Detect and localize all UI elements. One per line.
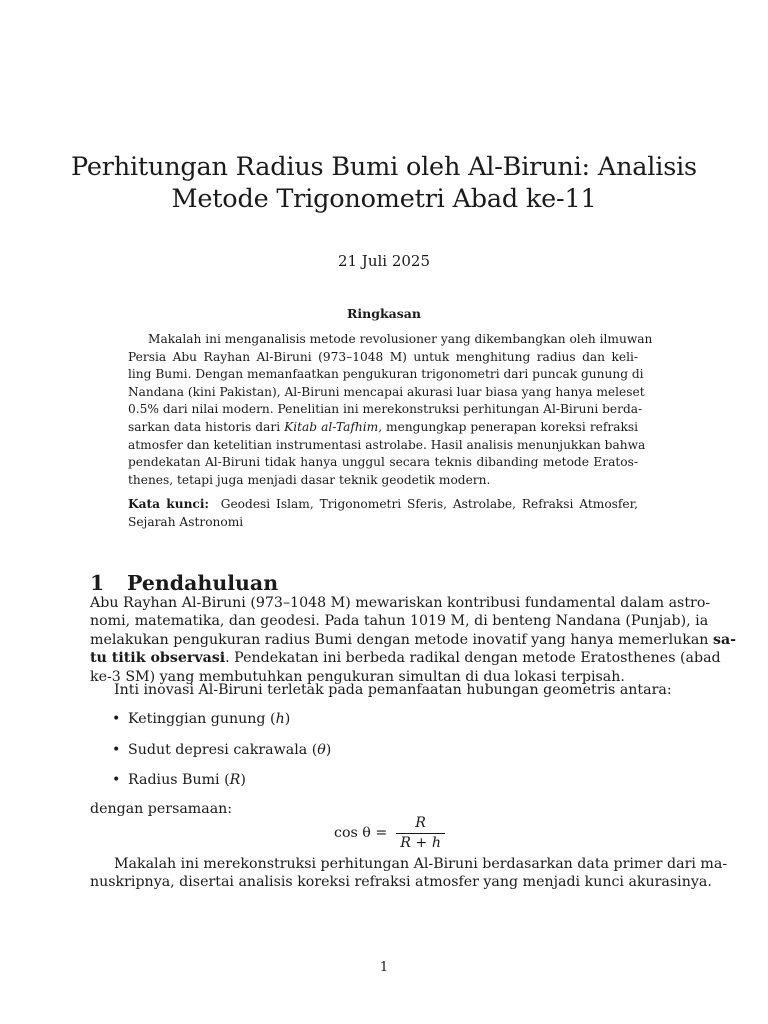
list-item-text: ) [284, 711, 291, 727]
bullet-icon: • [112, 741, 121, 758]
paragraph-text: melakukan pengukuran radius Bumi dengan metode inovatif yang hanya memerlukan [90, 631, 713, 648]
abstract-line: 0.5% dari nilai modern. Penelitian ini merekonstruksi perhitungan Al-Biruni berda- [128, 402, 643, 417]
list-item [112, 740, 331, 771]
abstract-line: atmosfer dan ketelitian instrumentasi astrolabe. Hasil analisis menunjukkan bahwa [128, 437, 646, 452]
abstract-line [128, 419, 638, 437]
intro-paragraph-2 [90, 681, 677, 699]
page-number: 1 [379, 960, 389, 975]
math-variable: h [275, 711, 285, 727]
title-line-1: Perhitungan Radius Bumi oleh Al-Biruni: Analisis [71, 152, 697, 183]
intro-paragraph [90, 594, 737, 686]
equation-lhs: cos θ = [334, 825, 388, 841]
math-operator: + [410, 834, 432, 851]
math-variable: R [229, 772, 241, 788]
list-item [112, 770, 331, 801]
keywords-label: Kata kunci: [128, 497, 209, 511]
emphasis-text: sa- [712, 631, 737, 648]
bullet-icon: • [112, 772, 121, 788]
paragraph-line [90, 649, 721, 667]
abstract-line: Persia Abu Rayhan Al-Biruni (973–1048 M) untuk menghitung radius dan keli- [128, 349, 638, 364]
list-item-text: Ketinggian gunung ( [128, 711, 276, 727]
bullet-icon: • [112, 711, 121, 727]
keywords-list: Geodesi Islam, Trigonometri Sferis, Astrolabe, Refraksi Atmosfer, [220, 497, 638, 511]
paper-title [60, 151, 708, 215]
fraction [396, 815, 445, 852]
abstract-line: pendekatan Al-Biruni tidak hanya unggul secara teknis dibanding metode Eratos- [128, 455, 638, 470]
paragraph-line: Makalah ini merekonstruksi perhitungan Al-Biruni berdasarkan data primer dari ma- [114, 856, 728, 872]
math-variable: R [400, 834, 411, 851]
abstract-text: , mengungkap penerapan koreksi refraksi [378, 419, 639, 434]
list-item-text: Radius Bumi ( [128, 772, 230, 788]
list-item-text: ) [240, 772, 246, 788]
bullet-list [112, 709, 331, 801]
section-heading [90, 571, 278, 595]
abstract-heading: Ringkasan [347, 306, 421, 321]
list-item-text: ) [325, 741, 332, 758]
abstract-text: sarkan data historis dari [128, 419, 285, 434]
emphasis-text: tu titik observasi [90, 650, 226, 667]
list-item-text: Sudut depresi cakrawala ( [128, 741, 318, 758]
fraction-numerator: R [415, 814, 426, 831]
abstract-body [128, 331, 653, 489]
math-variable: θ [317, 741, 326, 758]
keywords-line: Sejarah Astronomi [128, 514, 244, 529]
paper-date: 21 Juli 2025 [337, 252, 431, 270]
paragraph-line: Inti inovasi Al-Biruni terletak pada pemanfaatan hubungan geometris antara: [114, 682, 672, 698]
paragraph-text: . Pendekatan ini berbeda radikal dengan metode Eratosthenes (abad [225, 650, 721, 667]
section-number: 1 [90, 571, 105, 595]
paragraph-line: nuskripnya, disertai analisis koreksi refraksi atmosfer yang menjadi kunci akurasinya. [90, 874, 712, 891]
abstract-line: Makalah ini menganalisis metode revolusioner yang dikembangkan oleh ilmuwan [148, 332, 653, 346]
paragraph-line: nomi, matematika, dan geodesi. Pada tahun 1019 M, di benteng Nandana (Punjab), ia [90, 613, 709, 630]
list-item [112, 709, 331, 740]
paragraph-line [90, 631, 737, 649]
abstract-line: ling Bumi. Dengan memanfaatkan pengukuran trigonometri dari puncak gunung di [128, 367, 644, 382]
book-title: Kitab al-Tafhim [284, 419, 379, 434]
section-title: Pendahuluan [127, 571, 279, 595]
paragraph-line: Abu Rayhan Al-Biruni (973–1048 M) mewariskan kontribusi fundamental dalam astro- [90, 595, 711, 611]
closing-paragraph [90, 855, 728, 892]
abstract-line: thenes, tetapi juga menjadi dasar teknik geodetik modern. [128, 472, 491, 487]
title-line-2: Metode Trigonometri Abad ke-11 [171, 184, 597, 215]
keywords-block [128, 496, 638, 531]
equation-intro: dengan persamaan: [90, 801, 233, 817]
equation [334, 812, 445, 854]
math-variable: h [431, 834, 441, 851]
paragraph-line: ke-3 SM) yang membutuhkan pengukuran simultan di dua lokasi terpisah. [90, 668, 625, 685]
abstract-line: Nandana (kini Pakistan), Al-Biruni mencapai akurasi luar biasa yang hanya meleset [128, 384, 645, 399]
keywords-line [128, 496, 638, 514]
fraction-denominator [396, 834, 445, 852]
